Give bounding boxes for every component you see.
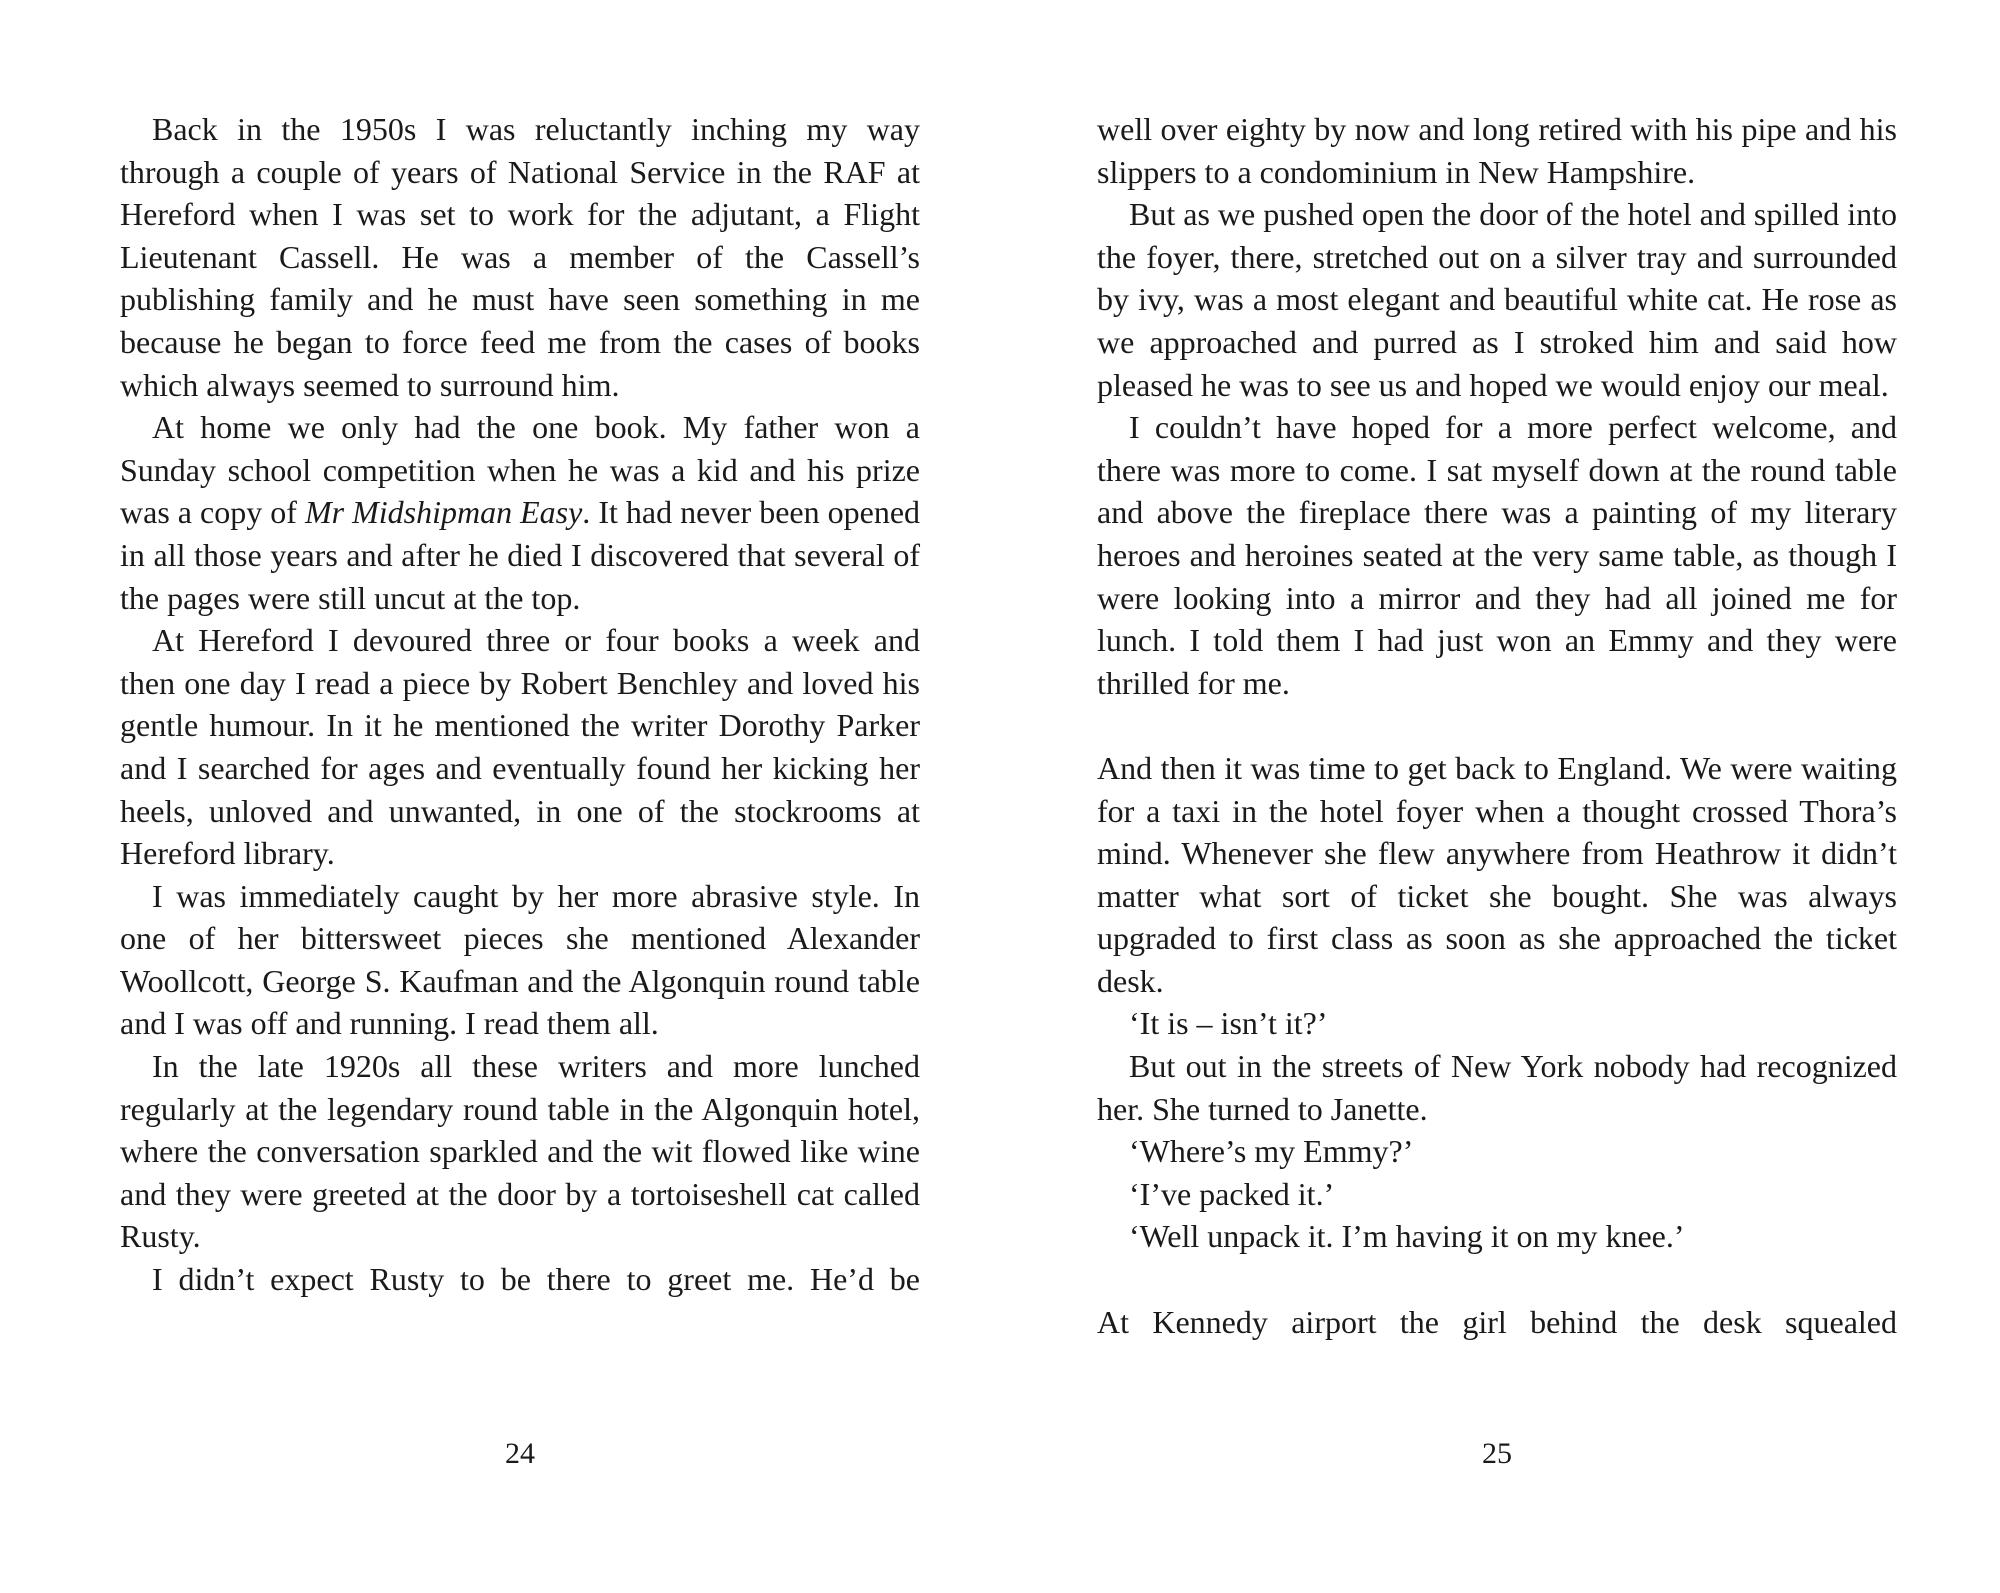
page-number: 25	[1482, 1437, 1512, 1470]
paragraph-text: At home we only had the one book. My father won a Sunday school competition when he was a kid and his prize was a copy of	[120, 409, 920, 531]
paragraph: And then it was time to get back to England. We were waiting for a taxi in the hotel foyer when a thought crossed Thora’s mind. Whenever she flew anywhere from Heathrow it didn’t matter what sort of ticket she bought. She was always upgraded to first class as soon as she approached the ticket desk.	[1097, 749, 1897, 999]
dialogue-line: ‘It is – isn’t it?’	[1129, 1005, 1328, 1042]
right-page-text	[1097, 108, 1897, 1343]
paragraph: I was immediately caught by her more abrasive style. In one of her bittersweet pieces she mentioned Alexander Woollcott, George S. Kaufman and the Algonquin round table and I was off and running. I read them all.	[120, 877, 920, 1042]
book-title-italic: Mr Midshipman Easy	[304, 494, 583, 531]
left-page-text	[120, 108, 920, 1301]
dialogue-line: ‘Where’s my Emmy?’	[1129, 1133, 1414, 1170]
paragraph-text: . It had never been opened in all those years and after he died I discovered that several of the pages were still uncut at the top.	[120, 494, 921, 616]
section-break	[1097, 1258, 1897, 1301]
page-number: 24	[505, 1437, 535, 1470]
section-break	[1097, 704, 1897, 747]
paragraph: But as we pushed open the door of the hotel and spilled into the foyer, there, stretched out on a silver tray and surrounded by ivy, was a most elegant and beautiful white cat. He rose as we approached and purred as I stroked him and said how pleased he was to see us and hoped we would enjoy our meal.	[1097, 196, 1897, 403]
paragraph: At Hereford I devoured three or four books a week and then one day I read a piece by Robert Benchley and loved his gentle humour. In it he mentioned the writer Dorothy Parker and I searched for ages and eventually found her kicking her heels, unloved and unwanted, in one of the stockrooms at Hereford library.	[120, 622, 920, 872]
paragraph: well over eighty by now and long retired with his pipe and his slippers to a condominium in New Hampshire.	[1097, 111, 1897, 190]
paragraph: But out in the streets of New York nobody had recognized her. She turned to Janette.	[1097, 1048, 1897, 1127]
paragraph: I couldn’t have hoped for a more perfect welcome, and there was more to come. I sat myself down at the round table and above the fireplace there was a painting of my literary heroes and heroines seated at the very same table, as though I were looking into a mirror and they had all joined me for lunch. I told them I had just won an Emmy and they were thrilled for me.	[1097, 409, 1897, 701]
dialogue-line: ‘I’ve packed it.’	[1129, 1175, 1335, 1212]
paragraph	[120, 406, 920, 619]
paragraph: In the late 1920s all these writers and more lunched regularly at the legendary round table in the Algonquin hotel, where the conversation sparkled and the wit flowed like wine and they were greeted at the door by a tortoiseshell cat called Rusty.	[120, 1048, 920, 1255]
right-page	[1097, 0, 1897, 1593]
paragraph: Back in the 1950s I was reluctantly inching my way through a couple of years of National Service in the RAF at Hereford when I was set to work for the adjutant, a Flight Lieutenant Cassell. He was a member of the Cassell’s publishing family and he must have seen something in me because he began to force feed me from the cases of books which always seemed to surround him.	[120, 111, 920, 403]
left-page	[120, 0, 920, 1593]
paragraph: I didn’t expect Rusty to be there to greet me. He’d be	[152, 1261, 920, 1298]
dialogue-line: ‘Well unpack it. I’m having it on my knee.’	[1129, 1218, 1685, 1255]
paragraph: At Kennedy airport the girl behind the desk squealed	[1097, 1303, 1897, 1340]
